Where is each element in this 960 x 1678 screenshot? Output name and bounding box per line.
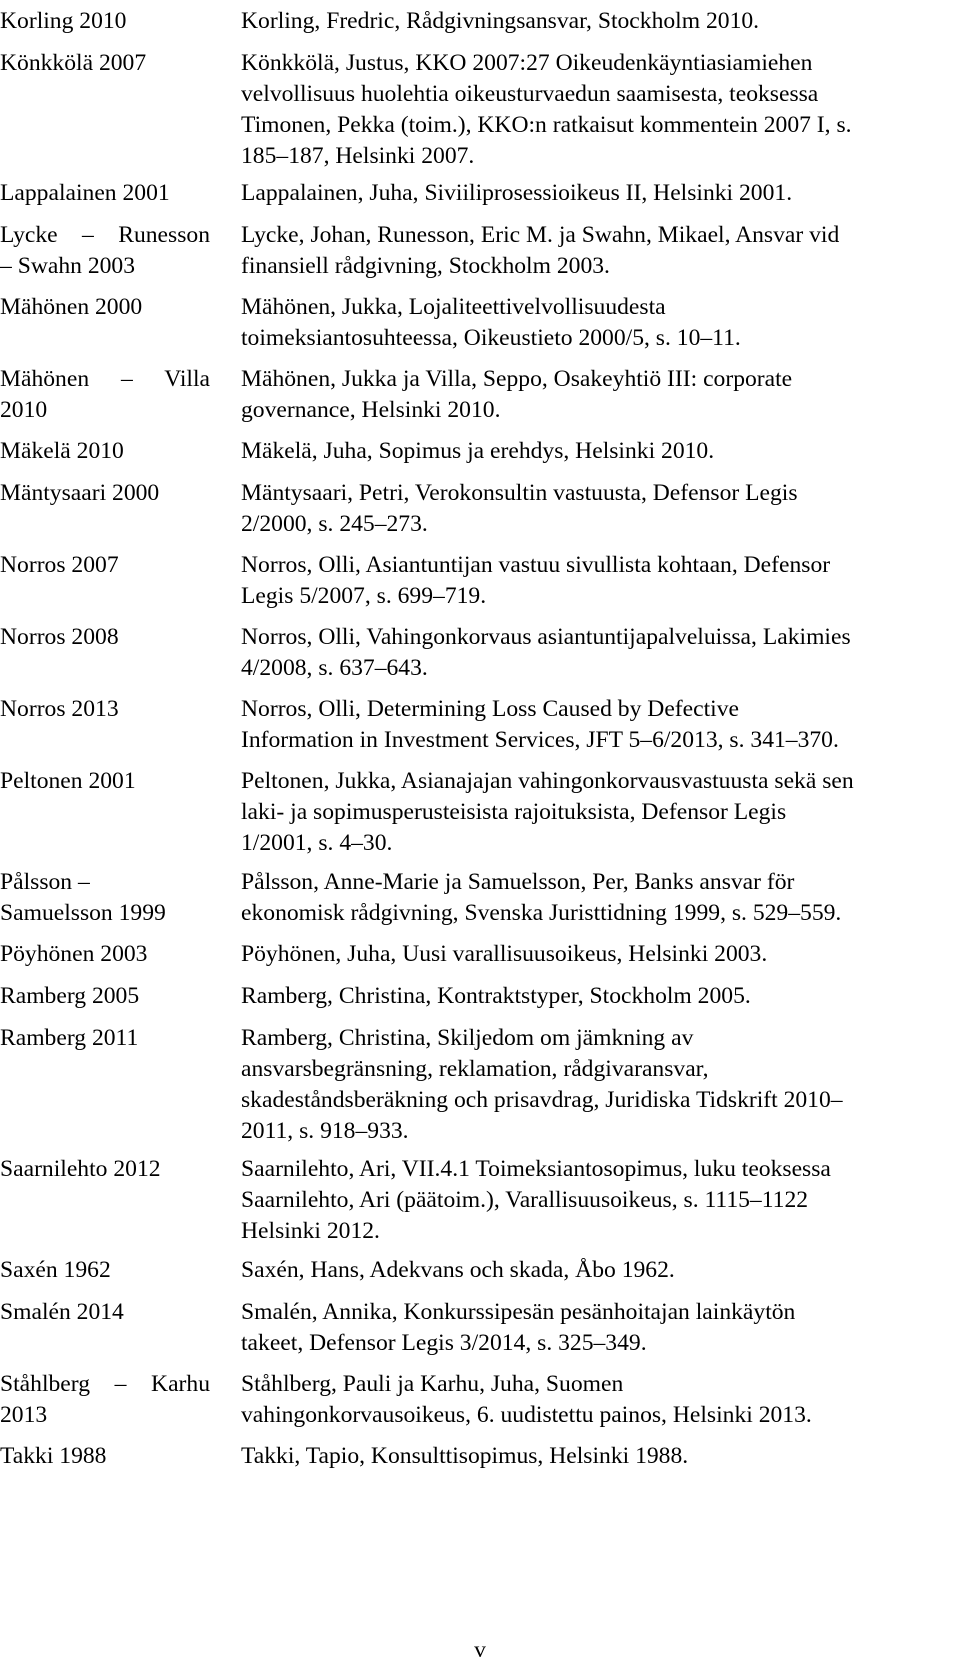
entry-reference-line: 4/2008, s. 637–643. [241,655,428,681]
entry-reference-line: Ståhlberg, Pauli ja Karhu, Juha, Suomen [241,1371,624,1397]
entry-key [0,694,210,725]
entry-key-line: Pålsson – [0,869,90,895]
entry-key [0,1154,210,1185]
entry-reference [241,1154,941,1247]
entry-reference-line: 1/2001, s. 4–30. [241,830,393,856]
entry-key [0,867,210,929]
entry-key [0,622,210,653]
entry-key [0,436,210,467]
entry-reference-line: Mäkelä, Juha, Sopimus ja erehdys, Helsinki 2010. [241,438,715,464]
entry-key-line: Lappalainen 2001 [0,180,170,206]
entry-key-line: Könkkölä 2007 [0,50,147,76]
entry-key-line: Ståhlberg – Karhu [0,1371,210,1397]
entry-key-line: 2010 [0,397,48,423]
entry-reference [241,1369,941,1431]
page-number: v [474,1637,486,1663]
entry-reference-line: ansvarsbegränsning, reklamation, rådgivaransvar, [241,1056,709,1082]
entry-reference-line: velvollisuus huolehtia oikeusturvaedun saamisesta, teoksessa [241,81,819,107]
entry-reference-line: Mäntysaari, Petri, Verokonsultin vastuusta, Defensor Legis [241,480,798,506]
entry-reference-line: Könkkölä, Justus, KKO 2007:27 Oikeudenkäyntiasiamiehen [241,50,813,76]
entry-reference [241,550,941,612]
entry-reference-line: skadeståndsberäkning och prisavdrag, Juridiska Tidskrift 2010– [241,1087,843,1113]
entry-reference [241,694,941,756]
entry-key-line: Mäntysaari 2000 [0,480,160,506]
entry-reference-line: governance, Helsinki 2010. [241,397,501,423]
entry-key-line: Korling 2010 [0,8,127,34]
entry-key [0,292,210,323]
entry-reference-line: Legis 5/2007, s. 699–719. [241,583,487,609]
entry-reference-line: Norros, Olli, Determining Loss Caused by Defective [241,696,739,722]
entry-reference-line: Saarnilehto, Ari (päätoim.), Varallisuusoikeus, s. 1115–1122 [241,1187,809,1213]
entry-reference-line: Pålsson, Anne-Marie ja Samuelsson, Per, Banks ansvar för [241,869,795,895]
entry-reference [241,220,941,282]
entry-reference [241,436,941,467]
entry-reference [241,1297,941,1359]
entry-reference-line: laki- ja sopimusperusteisista rajoituksista, Defensor Legis [241,799,787,825]
entry-reference [241,292,941,354]
entry-key [0,766,210,797]
entry-reference-line: Pöyhönen, Juha, Uusi varallisuusoikeus, Helsinki 2003. [241,941,768,967]
entry-reference-line: Norros, Olli, Vahingonkorvaus asiantuntijapalveluissa, Lakimies [241,624,851,650]
entry-reference-line: Takki, Tapio, Konsulttisopimus, Helsinki 1988. [241,1443,689,1469]
entry-key-line: Samuelsson 1999 [0,900,166,926]
entry-key [0,1297,210,1328]
entry-key-line: Smalén 2014 [0,1299,124,1325]
entry-reference [241,766,941,859]
entry-reference [241,1441,941,1472]
entry-key-line: Pöyhönen 2003 [0,941,148,967]
entry-key [0,478,210,509]
entry-key [0,48,210,79]
entry-reference [241,364,941,426]
entry-key-line: Mähönen 2000 [0,294,143,320]
entry-key [0,1441,210,1472]
entry-reference-line: ekonomisk rådgivning, Svenska Juristtidning 1999, s. 529–559. [241,900,842,926]
entry-key [0,178,210,209]
entry-key [0,939,210,970]
entry-key-line: Peltonen 2001 [0,768,136,794]
entry-reference-line: 2/2000, s. 245–273. [241,511,428,537]
entry-reference [241,981,941,1012]
entry-reference-line: Peltonen, Jukka, Asianajajan vahingonkorvausvastuusta sekä sen [241,768,854,794]
entry-key [0,1369,210,1431]
entry-key-line: Norros 2008 [0,624,119,650]
entry-key [0,550,210,581]
entry-reference-line: Norros, Olli, Asiantuntijan vastuu sivullista kohtaan, Defensor [241,552,831,578]
entry-reference-line: Mähönen, Jukka, Lojaliteettivelvollisuudesta [241,294,666,320]
entry-key-line: Mäkelä 2010 [0,438,124,464]
entry-key [0,981,210,1012]
entry-reference-line: 2011, s. 918–933. [241,1118,409,1144]
entry-key-line: Ramberg 2005 [0,983,140,1009]
entry-key-line: – Swahn 2003 [0,253,136,279]
entry-reference [241,1023,941,1147]
entry-key [0,1255,210,1286]
entry-reference-line: Smalén, Annika, Konkurssipesän pesänhoitajan lainkäytön [241,1299,796,1325]
entry-reference [241,939,941,970]
entry-reference-line: Korling, Fredric, Rådgivningsansvar, Stockholm 2010. [241,8,760,34]
entry-reference-line: Saxén, Hans, Adekvans och skada, Åbo 1962. [241,1257,675,1283]
entry-reference-line: Ramberg, Christina, Skiljedom om jämkning av [241,1025,694,1051]
entry-reference-line: vahingonkorvausoikeus, 6. uudistettu painos, Helsinki 2013. [241,1402,812,1428]
entry-key-line: Takki 1988 [0,1443,107,1469]
entry-reference-line: 185–187, Helsinki 2007. [241,143,475,169]
entry-reference [241,622,941,684]
entry-reference [241,478,941,540]
entry-reference [241,1255,941,1286]
entry-reference-line: Lycke, Johan, Runesson, Eric M. ja Swahn, Mikael, Ansvar vid [241,222,840,248]
entry-reference [241,867,941,929]
entry-key [0,220,210,282]
entry-reference-line: Information in Investment Services, JFT 5–6/2013, s. 341–370. [241,727,839,753]
entry-reference [241,6,941,37]
entry-reference [241,48,941,172]
entry-key-line: Saxén 1962 [0,1257,111,1283]
entry-key-line: 2013 [0,1402,48,1428]
entry-key-line: Ramberg 2011 [0,1025,139,1051]
entry-reference-line: takeet, Defensor Legis 3/2014, s. 325–349. [241,1330,647,1356]
entry-key-line: Norros 2013 [0,696,119,722]
entry-key [0,1023,210,1054]
entry-reference-line: Lappalainen, Juha, Siviiliprosessioikeus II, Helsinki 2001. [241,180,793,206]
entry-reference-line: Saarnilehto, Ari, VII.4.1 Toimeksiantosopimus, luku teoksessa [241,1156,831,1182]
entry-reference-line: Ramberg, Christina, Kontraktstyper, Stockholm 2005. [241,983,751,1009]
entry-reference-line: finansiell rådgivning, Stockholm 2003. [241,253,610,279]
entry-reference-line: Mähönen, Jukka ja Villa, Seppo, Osakeyhtiö III: corporate [241,366,793,392]
entry-key-line: Lycke – Runesson [0,222,210,248]
entry-key [0,364,210,426]
entry-reference-line: Helsinki 2012. [241,1218,380,1244]
entry-reference [241,178,941,209]
entry-key-line: Mähönen – Villa [0,366,210,392]
entry-key-line: Saarnilehto 2012 [0,1156,161,1182]
entry-reference-line: toimeksiantosuhteessa, Oikeustieto 2000/5, s. 10–11. [241,325,741,351]
entry-reference-line: Timonen, Pekka (toim.), KKO:n ratkaisut kommentein 2007 I, s. [241,112,852,138]
entry-key [0,6,210,37]
entry-key-line: Norros 2007 [0,552,119,578]
